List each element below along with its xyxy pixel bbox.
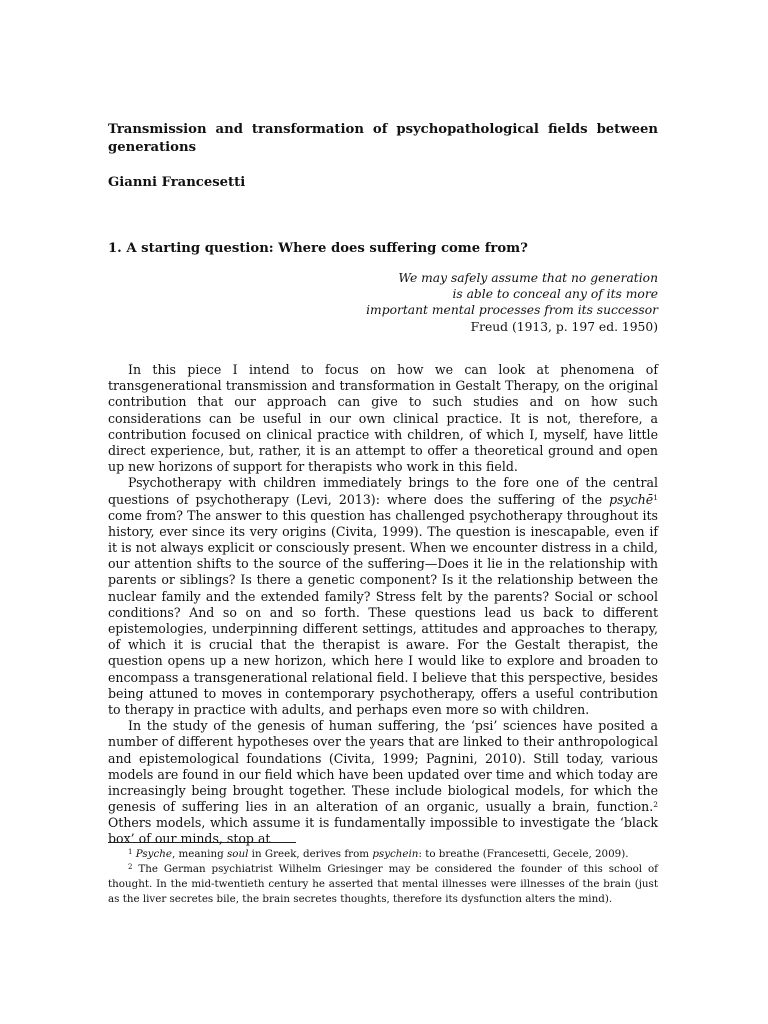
paragraph — [108, 718, 658, 848]
epigraph-line: important mental processes from its successor — [366, 303, 658, 318]
body-text — [108, 362, 658, 848]
footnote-mark: 2 — [128, 862, 133, 871]
paragraph-text: Others models, which assume it is fundamentally impossible to investigate the ‘black box’ of our minds, stop at — [108, 815, 658, 847]
document-title: Transmission and transformation of psychopathological fields between generations — [108, 122, 658, 155]
footnote-text: in Greek, derives from — [248, 848, 373, 860]
psyche-term: psychē — [609, 491, 654, 507]
paragraph: In this piece I intend to focus on how we can look at phenomena of transgenerational transmission and transformation in Gestalt Therapy, on the original contribution that our approach can give to such studies and on how such considerations can be useful in our own clinical practice. It is not, therefore, a contribution focused on clinical practice with children, of which I, myself, have little direct experience, but, rather, it is an attempt to offer a theoretical ground and open up new horizons of support for therapists who work in this field. — [108, 362, 658, 475]
footnote — [108, 862, 658, 907]
paragraph — [108, 475, 658, 718]
epigraph-line: is able to conceal any of its more — [452, 287, 658, 302]
footnote-term: soul — [226, 848, 249, 860]
paragraph-text: Psychotherapy with children immediately brings to the fore one of the central questions of psychotherapy (Levi, 2013): where does the suffering of the — [108, 475, 658, 507]
footnote-mark: 1 — [128, 848, 133, 856]
footnote-reference[interactable]: 2 — [653, 800, 658, 810]
epigraph-citation: Freud (1913, p. 197 ed. 1950) — [470, 319, 658, 334]
epigraph-line: We may safely assume that no generation — [398, 271, 658, 285]
footnote-reference[interactable]: 1 — [653, 492, 658, 502]
author-name: Gianni Francesetti — [108, 175, 246, 190]
footnote-text: , meaning — [172, 848, 227, 860]
footnote — [108, 847, 658, 862]
epigraph — [258, 270, 658, 335]
footnote-term: psychein — [372, 848, 419, 860]
footnote-divider — [108, 842, 296, 843]
footnotes — [108, 847, 658, 907]
paragraph-text: In the study of the genesis of human suffering, the ‘psi’ sciences have posited a number of different hypotheses over the years that are linked to their anthropological and epistemological foundations (Civita, 1999; Pagnini, 2010). Still today, various models are found in our field which have been updated over time and which today are increasingly being brought together. These include biological models, for which the genesis of suffering lies in an alteration of an organic, usually a brain, function. — [108, 718, 658, 815]
footnote-text: : to breathe (Francesetti, Gecele, 2009). — [418, 848, 629, 860]
page-content — [108, 0, 658, 1024]
paragraph-text: come from? The answer to this question has challenged psychotherapy throughout its history, ever since its very origins (Civita, 1999). The question is inescapable, even if it is not always explicit or consciously present. When we encounter distress in a child, our attention shifts to the source of the suffering—Does it lie in the relationship with parents or siblings? Is there a genetic component? Is it the relationship between the nuclear family and the extended family? Stress felt by the parents? Social or school conditions? And so on and so forth. These questions lead us back to different epistemologies, underpinning different settings, attitudes and approaches to therapy, of which it is crucial that the therapist is aware. For the Gestalt therapist, the question opens up a new horizon, which here I would like to explore and broaden to encompass a transgenerational relational field. I believe that this perspective, besides being attuned to moves in contemporary psychotherapy, offers a useful contribution to therapy in practice with adults, and perhaps even more so with children. — [108, 507, 658, 717]
footnote-term: Psyche — [135, 848, 172, 860]
section-heading: 1. A starting question: Where does suffering come from? — [108, 241, 528, 256]
footnote-text: The German psychiatrist Wilhelm Griesinger may be considered the founder of this school of thought. In the mid-twentieth century he asserted that mental illnesses were illnesses of the brain (just as the liver secretes bile, the brain secretes thoughts, therefore its dysfunction alters the mind). — [108, 862, 658, 905]
